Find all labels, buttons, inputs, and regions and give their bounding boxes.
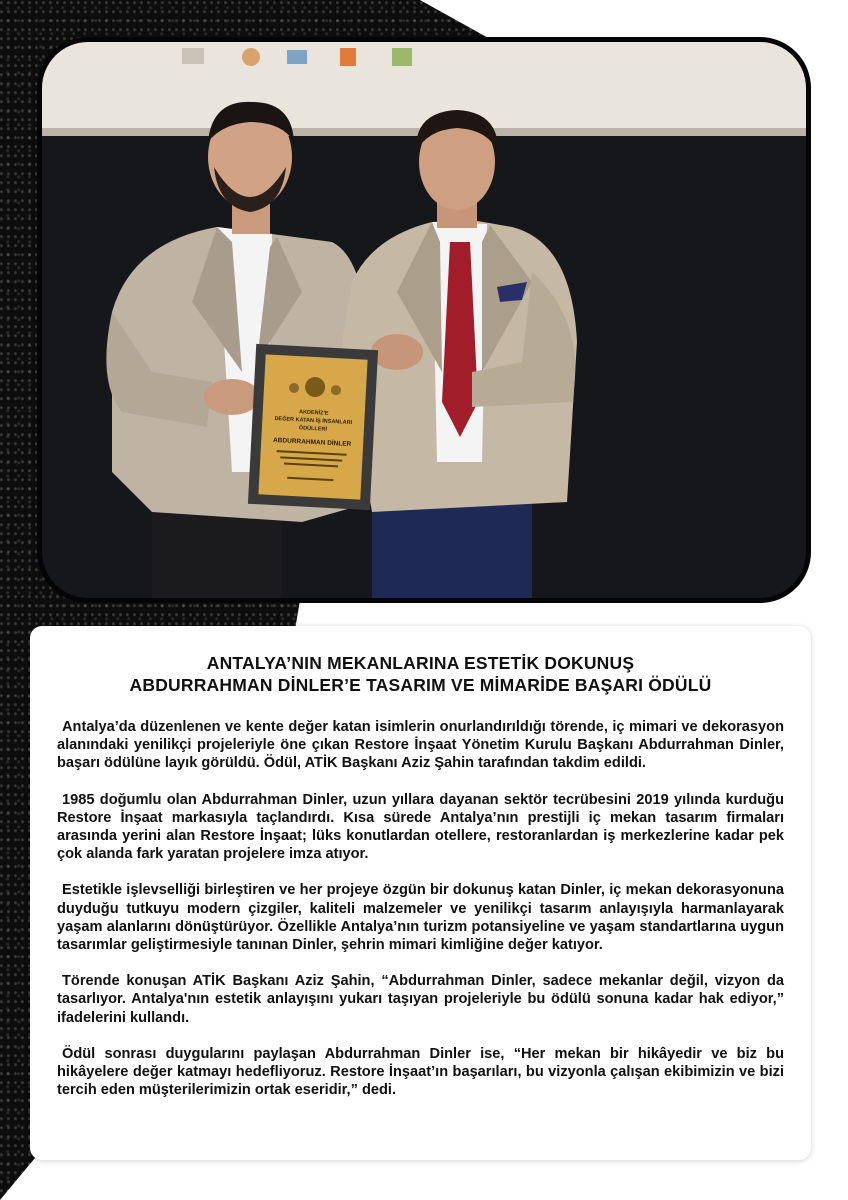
article-card <box>30 626 811 1160</box>
headline <box>57 652 784 696</box>
plaque-name: ABDURRAHMAN DİNLER <box>272 436 352 449</box>
plaque-line2: DEĞER KATAN İŞ İNSANLARI <box>274 415 353 427</box>
award-plaque <box>248 344 378 510</box>
paragraph-5: Ödül sonrası duygularını paylaşan Abdurrahman Dinler ise, “Her mekan bir hikâyedir ve biz bu hikâyelere değer katmayı hedefliyoruz. Restore İnşaat’ın başarıları, bu vizyonla çalışan ekibimizin ve bizi tercih eden müşterilerimizin ortak eseridir,” dedi. <box>57 1045 784 1099</box>
plaque-line1: AKDENİZ'E <box>298 409 329 417</box>
plaque-line3: ÖDÜLLERİ <box>298 425 328 433</box>
headline-line-1: ANTALYA’NIN MEKANLARINA ESTETİK DOKUNUŞ <box>206 653 635 673</box>
projection-screen <box>42 42 806 134</box>
headline-line-2: ABDURRAHMAN DİNLER’E TASARIM VE MİMARİDE BAŞARI ÖDÜLÜ <box>129 675 712 695</box>
paragraph-2: 1985 doğumlu olan Abdurrahman Dinler, uzun yıllara dayanan sektör tecrübesini 2019 yılında kurduğu Restore İnşaat markasıyla taçlandırdı. Kısa sürede Antalya’nın prestijli iç mekan tasarım firmaları arasında yerini alan Restore İnşaat; lüks konutlardan otellere, restoranlardan iş merkezlerine kadar pek çok alanda fark yaratan projelere imza atıyor. <box>57 791 784 863</box>
award-photo <box>42 42 806 598</box>
paragraph-1: Antalya’da düzenlenen ve kente değer katan isimlerin onurlandırıldığı törende, iç mimari ve dekorasyon alanındaki yenilikçi projeleriyle öne çıkan Restore İnşaat Yönetim Kurulu Başkanı Abdurrahman Dinler, başarı ödülüne layık görüldü. Ödül, ATİK Başkanı Aziz Şahin tarafından takdim edildi. <box>57 719 784 772</box>
paragraph-4: Törende konuşan ATİK Başkanı Aziz Şahin, “Abdurrahman Dinler, sadece mekanlar değil, vizyon da tasarlıyor. Antalya'nın estetik anlayışını yukarı taşıyan projeleriyle bu ödülü sonuna kadar hak ediyor,” ifadelerini kullandı. <box>57 973 784 1026</box>
award-ceremony-illustration <box>42 42 806 598</box>
paragraph-3: Estetikle işlevselliği birleştiren ve her projeye özgün bir dokunuş katan Dinler, iç mekan dekorasyonuna duyduğu tutkuyu modern çizgiler, kaliteli malzemeler ve yenilikçi tasarım anlayışıyla harmanlayarak yaşam alanlarını dönüştürüyor. Özellikle Antalya’nın turizm potansiyeline ve yaşam standartlarına uygun tasarımlar geliştirmesiyle tanınan Dinler, şehrin mimari kimliğine değer katıyor. <box>57 882 784 954</box>
